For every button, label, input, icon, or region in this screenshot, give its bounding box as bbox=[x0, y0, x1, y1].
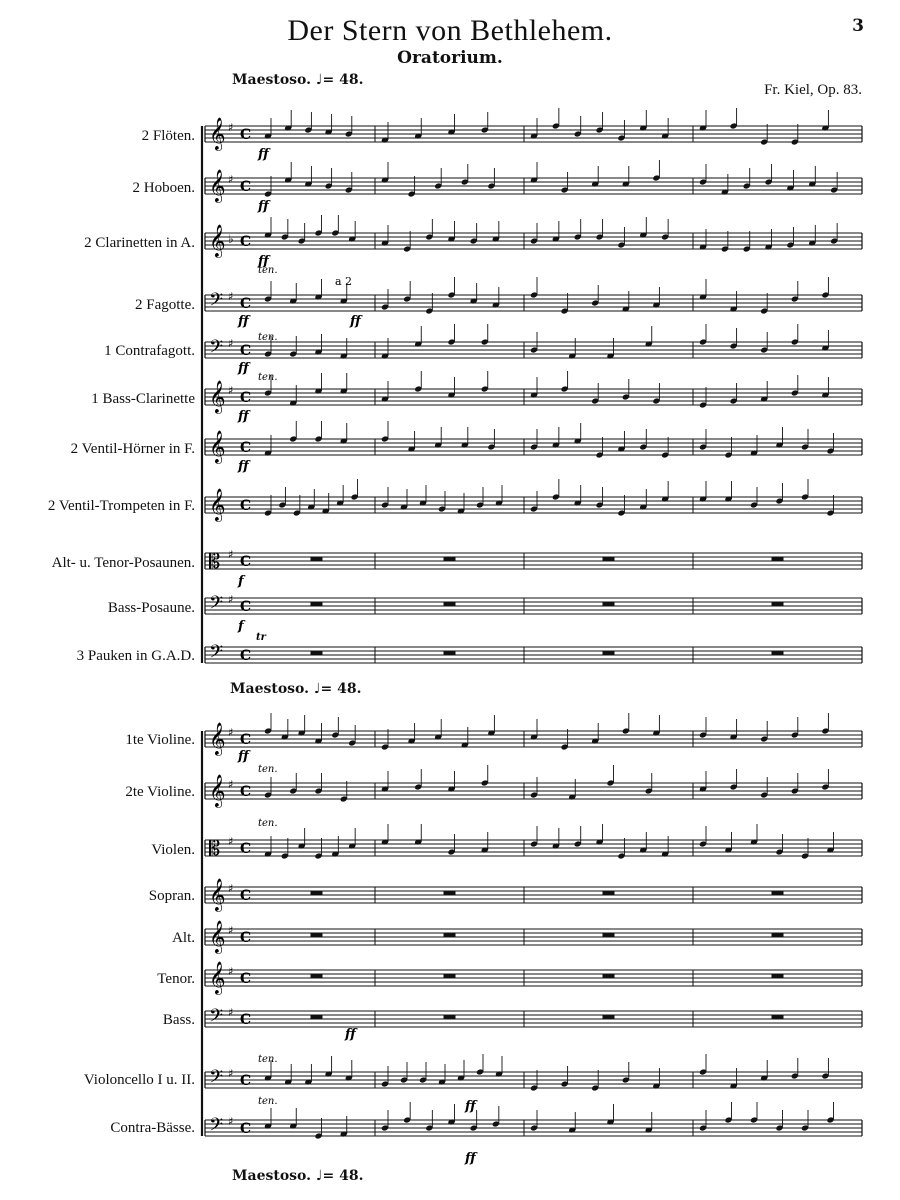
whole-rest bbox=[311, 933, 323, 937]
tenuto-marking: ten. bbox=[258, 1054, 278, 1065]
instrument-label: 2 Flöten. bbox=[141, 128, 195, 144]
instrument-label: 2 Clarinetten in A. bbox=[84, 235, 195, 251]
whole-rest bbox=[444, 974, 456, 978]
treble-clef: 𝄞 bbox=[209, 488, 226, 521]
instrument-label: Bass. bbox=[162, 1012, 195, 1028]
dynamic-marking: ff bbox=[465, 1151, 476, 1166]
sharp-sign: ♯ bbox=[228, 384, 234, 397]
whole-rest bbox=[444, 602, 456, 606]
instrument-label: Bass-Posaune. bbox=[107, 600, 195, 616]
time-signature: C bbox=[240, 930, 252, 946]
whole-rest bbox=[772, 891, 784, 895]
whole-rest bbox=[311, 651, 323, 655]
tempo-marking-strings: Maestoso. ♩= 48. bbox=[230, 681, 362, 697]
whole-rest bbox=[311, 602, 323, 606]
page-number: 3 bbox=[852, 16, 864, 36]
page-title: Der Stern von Bethlehem. bbox=[287, 14, 613, 47]
dynamic-marking: ff bbox=[238, 409, 249, 424]
instrument-label: 2 Fagotte. bbox=[135, 297, 195, 313]
tenuto-marking: ten. bbox=[258, 372, 278, 383]
time-signature: C bbox=[240, 1012, 252, 1028]
dynamic-marking: f bbox=[238, 619, 244, 634]
time-signature: C bbox=[240, 390, 252, 406]
instrument-label: 1te Violine. bbox=[125, 732, 195, 748]
dynamic-marking: ff bbox=[465, 1099, 476, 1114]
time-signature: C bbox=[240, 971, 252, 987]
whole-rest bbox=[444, 557, 456, 561]
instrument-label: 2te Violine. bbox=[125, 784, 195, 800]
sharp-sign: ♯ bbox=[228, 173, 234, 186]
bass-clef: 𝄢 bbox=[209, 1115, 224, 1140]
instrument-label: Tenor. bbox=[157, 971, 195, 987]
dynamic-marking: ff bbox=[258, 147, 269, 162]
sharp-sign: ♯ bbox=[228, 1006, 234, 1019]
whole-rest bbox=[444, 933, 456, 937]
whole-rest bbox=[311, 974, 323, 978]
instrument-label: 1 Contrafagott. bbox=[104, 343, 195, 359]
bass-clef: 𝄢 bbox=[209, 337, 224, 362]
sharp-sign: ♯ bbox=[228, 726, 234, 739]
sharp-sign: ♯ bbox=[228, 337, 234, 350]
treble-clef: 𝄞 bbox=[209, 117, 226, 150]
whole-rest bbox=[603, 651, 615, 655]
bass-clef: 𝄢 bbox=[209, 593, 224, 618]
time-signature: C bbox=[240, 234, 252, 250]
tempo-marking-bottom: Maestoso. ♩= 48. bbox=[232, 1168, 364, 1184]
whole-rest bbox=[603, 974, 615, 978]
alto-clef: 𝄡 bbox=[209, 836, 221, 860]
sharp-sign: ♯ bbox=[228, 778, 234, 791]
whole-rest bbox=[603, 1015, 615, 1019]
page-subtitle: Oratorium. bbox=[397, 48, 503, 68]
instrument-label: 2 Hoboen. bbox=[132, 180, 195, 196]
treble-clef: 𝄞 bbox=[209, 722, 226, 755]
time-signature: C bbox=[240, 888, 252, 904]
time-signature: C bbox=[240, 1121, 252, 1137]
treble-clef: 𝄞 bbox=[209, 169, 226, 202]
time-signature: C bbox=[240, 732, 252, 748]
flat-sign: ♭ bbox=[228, 232, 234, 246]
dynamic-marking: ff bbox=[238, 314, 249, 329]
tenuto-marking: ten. bbox=[258, 332, 278, 343]
whole-rest bbox=[772, 602, 784, 606]
whole-rest bbox=[603, 557, 615, 561]
dynamic-marking: ff bbox=[350, 314, 361, 329]
tempo-marking-top: Maestoso. ♩= 48. bbox=[232, 72, 364, 88]
instrument-label: Alt- u. Tenor-Posaunen. bbox=[51, 555, 195, 571]
treble-clef: 𝄞 bbox=[209, 224, 226, 257]
bass-clef: 𝄢 bbox=[209, 290, 224, 315]
whole-rest bbox=[311, 557, 323, 561]
alto-clef: 𝄡 bbox=[209, 549, 221, 573]
instrument-label: 3 Pauken in G.A.D. bbox=[76, 648, 195, 664]
time-signature: C bbox=[240, 599, 252, 615]
whole-rest bbox=[772, 933, 784, 937]
dynamic-marking: f bbox=[238, 574, 244, 589]
whole-rest bbox=[603, 602, 615, 606]
treble-clef: 𝄞 bbox=[209, 774, 226, 807]
instrument-label: Contra-Bässe. bbox=[110, 1120, 195, 1136]
whole-rest bbox=[444, 1015, 456, 1019]
sharp-sign: ♯ bbox=[228, 965, 234, 978]
time-signature: C bbox=[240, 440, 252, 456]
sharp-sign: ♯ bbox=[228, 1115, 234, 1128]
whole-rest bbox=[772, 1015, 784, 1019]
sharp-sign: ♯ bbox=[228, 121, 234, 134]
bass-clef: 𝄢 bbox=[209, 1006, 224, 1031]
time-signature: C bbox=[240, 841, 252, 857]
whole-rest bbox=[603, 891, 615, 895]
whole-rest bbox=[444, 891, 456, 895]
time-signature: C bbox=[240, 498, 252, 514]
instrument-label: 1 Bass-Clarinette bbox=[91, 391, 195, 407]
whole-rest bbox=[772, 974, 784, 978]
dynamic-marking: ff bbox=[238, 749, 249, 764]
sharp-sign: ♯ bbox=[228, 835, 234, 848]
dynamic-marking: ff bbox=[258, 254, 269, 269]
composer-credit: Fr. Kiel, Op. 83. bbox=[764, 82, 862, 98]
treble-clef: 𝄞 bbox=[209, 961, 226, 994]
time-signature: C bbox=[240, 343, 252, 359]
instrument-label: Alt. bbox=[172, 930, 195, 946]
dynamic-marking: ff bbox=[238, 459, 249, 474]
time-signature: C bbox=[240, 554, 252, 570]
time-signature: C bbox=[240, 1073, 252, 1089]
time-signature: C bbox=[240, 648, 252, 664]
sharp-sign: ♯ bbox=[228, 924, 234, 937]
instrument-label: 2 Ventil-Hörner in F. bbox=[70, 441, 195, 457]
a2-marking: a 2 bbox=[335, 275, 353, 288]
trill-marking: tr bbox=[256, 632, 266, 643]
treble-clef: 𝄞 bbox=[209, 920, 226, 953]
whole-rest bbox=[603, 933, 615, 937]
bass-clef: 𝄢 bbox=[209, 1067, 224, 1092]
tenuto-marking: ten. bbox=[258, 764, 278, 775]
dynamic-marking: ff bbox=[345, 1027, 356, 1042]
instrument-label: Sopran. bbox=[148, 888, 195, 904]
treble-clef: 𝄞 bbox=[209, 430, 226, 463]
time-signature: C bbox=[240, 784, 252, 800]
whole-rest bbox=[311, 1015, 323, 1019]
sharp-sign: ♯ bbox=[228, 1067, 234, 1080]
treble-clef: 𝄞 bbox=[209, 380, 226, 413]
whole-rest bbox=[311, 891, 323, 895]
whole-rest bbox=[772, 651, 784, 655]
dynamic-marking: ff bbox=[258, 199, 269, 214]
bass-clef: 𝄢 bbox=[209, 642, 224, 667]
whole-rest bbox=[772, 557, 784, 561]
sharp-sign: ♯ bbox=[228, 882, 234, 895]
instrument-label: Violoncello I u. II. bbox=[83, 1072, 195, 1088]
sharp-sign: ♯ bbox=[228, 290, 234, 303]
whole-rest bbox=[444, 651, 456, 655]
tenuto-marking: ten. bbox=[258, 265, 278, 276]
time-signature: C bbox=[240, 296, 252, 312]
treble-clef: 𝄞 bbox=[209, 878, 226, 911]
sharp-sign: ♯ bbox=[228, 548, 234, 561]
tenuto-marking: ten. bbox=[258, 1096, 278, 1107]
sharp-sign: ♯ bbox=[228, 593, 234, 606]
dynamic-marking: ff bbox=[238, 361, 249, 376]
time-signature: C bbox=[240, 179, 252, 195]
instrument-label: 2 Ventil-Trompeten in F. bbox=[47, 498, 195, 514]
instrument-label: Violen. bbox=[151, 842, 195, 858]
tenuto-marking: ten. bbox=[258, 818, 278, 829]
time-signature: C bbox=[240, 127, 252, 143]
